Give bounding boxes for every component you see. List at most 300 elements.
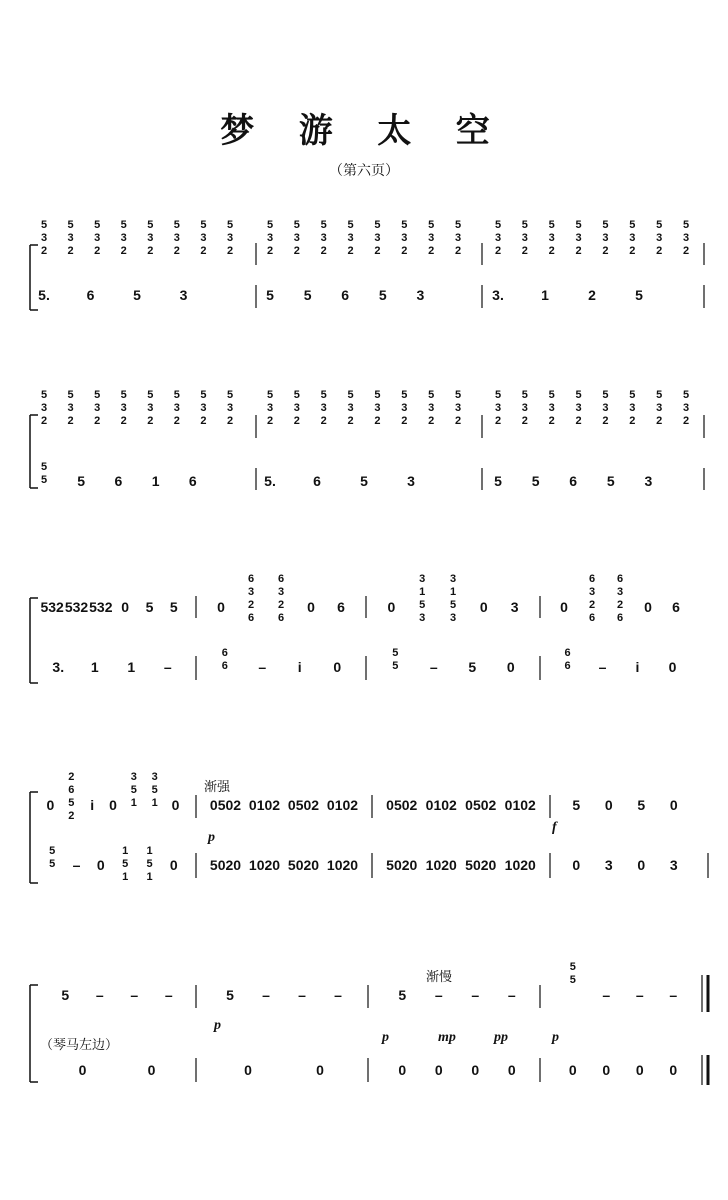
- chord-stack: 3: [428, 402, 435, 414]
- upper-note: 5: [569, 974, 576, 986]
- chord-stack: 5: [293, 219, 300, 231]
- upper-note: 3: [588, 586, 596, 598]
- upper-note: 0: [479, 599, 488, 615]
- upper-note: 0: [121, 599, 130, 615]
- bracket-system-1: [30, 245, 38, 310]
- chord-stack: 2: [147, 245, 154, 257]
- chord-stack: 2: [226, 245, 234, 257]
- bracket-system-3: [30, 598, 38, 683]
- chord-stack: 2: [575, 245, 582, 257]
- lower-note: 1: [90, 659, 99, 675]
- chord-stack: 3: [173, 232, 180, 244]
- chord-stack: 5: [320, 389, 327, 401]
- notation-layer: [38, 219, 689, 1078]
- chord-stack: 3: [266, 232, 274, 244]
- upper-note: 5: [130, 784, 137, 796]
- chord-stack: 5: [67, 219, 74, 231]
- chord-stack: 2: [521, 415, 528, 427]
- upper-note: –: [130, 987, 139, 1003]
- lower-note: 0: [669, 1062, 678, 1078]
- chord-stack: 3: [521, 402, 528, 414]
- upper-note: 3: [151, 771, 158, 783]
- upper-note: 6: [247, 612, 255, 624]
- chord-stack: 3: [602, 232, 609, 244]
- chord-stack: 3: [67, 232, 74, 244]
- upper-note: 6: [616, 573, 624, 585]
- chord-stack: 2: [120, 245, 127, 257]
- upper-note: 5: [145, 599, 154, 615]
- lower-note: 0: [507, 1062, 516, 1078]
- upper-note: –: [95, 987, 104, 1003]
- upper-note: 2: [588, 599, 596, 611]
- chord-stack: 5: [494, 219, 502, 231]
- upper-note: 0502: [287, 797, 320, 813]
- lower-note: 5020: [209, 857, 242, 873]
- chord-stack: 2: [266, 415, 274, 427]
- melody-note: 5.: [264, 473, 276, 489]
- chord-stack: 5: [428, 389, 435, 401]
- chord-stack: 3: [293, 232, 300, 244]
- lower-note: –: [429, 659, 438, 675]
- chord-stack: 5: [347, 389, 354, 401]
- chord-stack: 2: [120, 415, 127, 427]
- chord-stack: 5: [629, 219, 636, 231]
- upper-note: 0502: [386, 797, 418, 813]
- lower-note: 5: [392, 660, 399, 672]
- chord-stack: 3: [147, 402, 154, 414]
- chord-stack: 2: [682, 415, 690, 427]
- lower-note: –: [258, 659, 267, 675]
- chord-stack: 3: [200, 232, 207, 244]
- chord-stack: 5: [548, 219, 555, 231]
- chord-stack: 3: [320, 402, 327, 414]
- dynamic-mp: mp: [438, 1030, 456, 1045]
- chord-stack: 3: [428, 232, 435, 244]
- upper-note: i: [90, 797, 95, 813]
- upper-note: 3: [419, 612, 426, 624]
- upper-note: 532: [64, 599, 89, 615]
- chord-stack: 5: [602, 389, 609, 401]
- lower-note: 1: [146, 845, 153, 857]
- lower-note: 0: [316, 1062, 324, 1078]
- melody-note: 5: [40, 474, 48, 486]
- lower-note: 5: [146, 858, 153, 870]
- chord-stack: 5: [67, 389, 74, 401]
- upper-note: 5: [68, 797, 75, 809]
- chord-stack: 5: [40, 219, 48, 231]
- chord-stack: 3: [401, 232, 408, 244]
- lower-note: 0: [568, 1062, 577, 1078]
- chord-stack: 2: [454, 245, 462, 257]
- melody-note: 6: [114, 473, 123, 489]
- chord-stack: 2: [347, 245, 354, 257]
- chord-stack: 3: [548, 402, 555, 414]
- upper-note: 6: [337, 599, 345, 615]
- chord-stack: 2: [173, 245, 180, 257]
- chord-stack: 5: [454, 389, 462, 401]
- chord-stack: 5: [575, 389, 582, 401]
- chord-stack: 2: [266, 245, 274, 257]
- chord-stack: 5: [266, 389, 274, 401]
- bridge-left-mark: （琴马左边）: [40, 1038, 119, 1053]
- upper-note: 6: [68, 784, 75, 796]
- upper-note: 3: [510, 599, 519, 615]
- chord-stack: 2: [40, 245, 48, 257]
- upper-note: 3: [449, 612, 457, 624]
- chord-stack: 2: [94, 415, 101, 427]
- chord-stack: 5: [656, 219, 663, 231]
- chord-stack: 2: [67, 245, 74, 257]
- melody-note: 5: [133, 287, 141, 303]
- upper-note: –: [507, 987, 516, 1003]
- melody-note: 5: [77, 473, 86, 489]
- lower-note: 1020: [326, 857, 359, 873]
- chord-stack: 3: [629, 402, 636, 414]
- lower-note: 6: [564, 660, 571, 672]
- lower-note: 0: [637, 857, 646, 873]
- upper-note: 0: [217, 599, 225, 615]
- fade-mark: 渐慢: [426, 970, 453, 985]
- chord-stack: 3: [94, 232, 101, 244]
- chord-stack: 2: [226, 415, 234, 427]
- dynamic-p-2: p: [214, 1018, 221, 1033]
- melody-note: 5: [635, 287, 643, 303]
- lower-note: 5: [49, 858, 56, 870]
- bracket-system-2: [30, 415, 38, 488]
- melody-note: 2: [588, 287, 596, 303]
- lower-note: 0: [668, 659, 677, 675]
- upper-note: 2: [616, 599, 624, 611]
- chord-stack: 5: [401, 389, 408, 401]
- chord-stack: 5: [521, 219, 528, 231]
- upper-note: 6: [277, 573, 285, 585]
- chord-stack: 2: [602, 415, 609, 427]
- chord-stack: 2: [521, 245, 528, 257]
- crescendo-mark: 渐强: [204, 780, 231, 795]
- upper-note: 2: [247, 599, 255, 611]
- upper-note: 6: [588, 573, 596, 585]
- melody-note: 3: [179, 287, 188, 303]
- lower-note: –: [163, 659, 172, 675]
- melody-note: 5: [531, 473, 540, 489]
- chord-stack: 3: [120, 232, 127, 244]
- chord-stack: 5: [401, 219, 408, 231]
- barlines: [196, 243, 708, 1085]
- lower-note: 1020: [504, 857, 536, 873]
- lower-note: 1: [127, 659, 136, 675]
- chord-stack: 3: [494, 402, 502, 414]
- melody-note: 5.: [38, 287, 50, 303]
- lower-note: 0: [244, 1062, 252, 1078]
- upper-note: 2: [68, 771, 75, 783]
- chord-stack: 2: [575, 415, 582, 427]
- chord-stack: 2: [428, 245, 435, 257]
- lower-note: 3: [604, 857, 613, 873]
- chord-stack: 5: [374, 219, 381, 231]
- upper-note: 532: [40, 599, 64, 615]
- upper-note: –: [669, 987, 678, 1003]
- melody-note: 5: [606, 473, 615, 489]
- lower-note: 5020: [386, 857, 418, 873]
- chord-stack: 3: [173, 402, 180, 414]
- upper-note: 5: [569, 961, 576, 973]
- lower-note: 1: [122, 871, 129, 883]
- chord-stack: 5: [40, 389, 48, 401]
- chord-stack: 5: [173, 389, 180, 401]
- chord-stack: 3: [548, 232, 555, 244]
- upper-note: 6: [616, 612, 624, 624]
- upper-note: 0: [604, 797, 613, 813]
- upper-note: 1: [449, 586, 457, 598]
- melody-note: 6: [341, 287, 350, 303]
- upper-note: 3: [616, 586, 624, 598]
- upper-note: 0102: [326, 797, 359, 813]
- chord-stack: 2: [656, 245, 663, 257]
- upper-note: –: [164, 987, 173, 1003]
- lower-note: 5: [49, 845, 56, 857]
- chord-stack: 3: [226, 402, 234, 414]
- upper-note: 0: [644, 599, 652, 615]
- dynamic-p-3: p: [382, 1030, 389, 1045]
- chord-stack: 3: [374, 402, 381, 414]
- lower-note: 1: [146, 871, 153, 883]
- chord-stack: 2: [320, 415, 327, 427]
- chord-stack: 2: [67, 415, 74, 427]
- lower-note: 5: [122, 858, 129, 870]
- chord-stack: 5: [293, 389, 300, 401]
- chord-stack: 3: [200, 402, 207, 414]
- lower-note: 0: [169, 857, 178, 873]
- lower-note: 0: [96, 857, 105, 873]
- lower-note: 5020: [287, 857, 320, 873]
- upper-note: 6: [277, 612, 285, 624]
- chord-stack: 5: [200, 219, 207, 231]
- page-subtitle: （第六页）: [329, 164, 399, 179]
- melody-note: 5: [360, 473, 368, 489]
- chord-stack: 2: [374, 245, 381, 257]
- chord-stack: 3: [454, 402, 462, 414]
- upper-note: 5: [226, 987, 234, 1003]
- upper-note: 5: [419, 599, 426, 611]
- chord-stack: 2: [629, 245, 636, 257]
- chord-stack: 5: [173, 219, 180, 231]
- chord-stack: 2: [656, 415, 663, 427]
- chord-stack: 2: [293, 415, 300, 427]
- chord-stack: 2: [173, 415, 180, 427]
- chord-stack: 3: [320, 232, 327, 244]
- chord-stack: 3: [656, 402, 663, 414]
- chord-stack: 2: [629, 415, 636, 427]
- chord-stack: 3: [454, 232, 462, 244]
- upper-note: 5: [61, 987, 70, 1003]
- chord-stack: 3: [40, 232, 48, 244]
- upper-note: 532: [89, 599, 113, 615]
- lower-note: 0: [602, 1062, 611, 1078]
- lower-note: 5020: [465, 857, 497, 873]
- upper-note: 0: [109, 797, 117, 813]
- upper-note: 5: [637, 797, 646, 813]
- melody-note: 5: [303, 287, 312, 303]
- upper-note: 2: [277, 599, 285, 611]
- chord-stack: 3: [347, 232, 354, 244]
- upper-note: –: [471, 987, 480, 1003]
- lower-note: 3.: [52, 659, 65, 675]
- chord-stack: 5: [120, 389, 127, 401]
- melody-note: 3: [416, 287, 425, 303]
- lower-note: 5: [468, 659, 477, 675]
- chord-stack: 3: [656, 232, 663, 244]
- upper-note: 2: [68, 810, 75, 822]
- dynamic-f: f: [552, 820, 557, 835]
- lower-note: –: [72, 857, 81, 873]
- chord-stack: 5: [602, 219, 609, 231]
- chord-stack: 2: [200, 415, 207, 427]
- chord-stack: 5: [656, 389, 663, 401]
- melody-note: 6: [313, 473, 321, 489]
- upper-note: 3: [277, 586, 285, 598]
- upper-note: 0102: [248, 797, 281, 813]
- lower-note: 6: [221, 647, 228, 659]
- chord-stack: 2: [428, 415, 435, 427]
- upper-note: –: [262, 987, 270, 1003]
- upper-note: 0102: [425, 797, 457, 813]
- upper-note: 0502: [209, 797, 242, 813]
- upper-note: 0: [560, 599, 568, 615]
- upper-note: 1: [419, 586, 426, 598]
- chord-stack: 5: [120, 219, 127, 231]
- chord-stack: 2: [401, 245, 408, 257]
- chord-stack: 3: [147, 232, 154, 244]
- chord-stack: 2: [293, 245, 300, 257]
- upper-note: 1: [151, 797, 158, 809]
- lower-note: 1: [122, 845, 129, 857]
- upper-note: 3: [449, 573, 457, 585]
- upper-note: 5: [449, 599, 457, 611]
- chord-stack: 3: [374, 232, 381, 244]
- chord-stack: 2: [401, 415, 408, 427]
- lower-note: 6: [564, 647, 571, 659]
- chord-stack: 3: [602, 402, 609, 414]
- chord-stack: 2: [200, 245, 207, 257]
- melody-note: 3: [407, 473, 415, 489]
- chord-stack: 3: [293, 402, 300, 414]
- chord-stack: 3: [347, 402, 354, 414]
- upper-note: –: [635, 987, 644, 1003]
- chord-stack: 2: [682, 245, 690, 257]
- upper-note: –: [434, 987, 443, 1003]
- chord-stack: 2: [494, 245, 502, 257]
- melody-note: 1: [541, 287, 549, 303]
- chord-stack: 5: [682, 389, 690, 401]
- melody-note: 3: [644, 473, 653, 489]
- upper-note: 0502: [465, 797, 497, 813]
- chord-stack: 3: [521, 232, 528, 244]
- chord-stack: 5: [548, 389, 555, 401]
- chord-stack: 5: [320, 219, 327, 231]
- melody-note: 5: [494, 473, 502, 489]
- chord-stack: 5: [454, 219, 462, 231]
- chord-stack: 3: [575, 402, 582, 414]
- chord-stack: 2: [374, 415, 381, 427]
- dynamic-p-4: p: [552, 1030, 559, 1045]
- bracket-system-4: [30, 792, 38, 883]
- upper-note: 3: [247, 586, 255, 598]
- upper-note: 6: [247, 573, 255, 585]
- upper-note: 0: [171, 797, 180, 813]
- melody-note: 6: [188, 473, 197, 489]
- upper-note: 5: [572, 797, 581, 813]
- chord-stack: 5: [494, 389, 502, 401]
- upper-note: 0: [46, 797, 55, 813]
- chord-stack: 3: [682, 232, 690, 244]
- chord-stack: 5: [266, 219, 274, 231]
- lower-note: 0: [147, 1062, 156, 1078]
- chord-stack: 3: [629, 232, 636, 244]
- dynamic-pp: pp: [494, 1030, 508, 1045]
- chord-stack: 2: [40, 415, 48, 427]
- melody-note: 6: [569, 473, 578, 489]
- melody-note: 6: [86, 287, 95, 303]
- chord-stack: 5: [226, 219, 234, 231]
- melody-note: 5: [40, 461, 48, 473]
- upper-note: –: [602, 987, 611, 1003]
- upper-note: 0: [307, 599, 315, 615]
- upper-note: 0102: [504, 797, 536, 813]
- lower-note: 0: [572, 857, 581, 873]
- lower-note: 0: [506, 659, 515, 675]
- chord-stack: 5: [200, 389, 207, 401]
- chord-stack: 3: [94, 402, 101, 414]
- upper-note: 3: [419, 573, 426, 585]
- lower-note: 3: [669, 857, 678, 873]
- chord-stack: 5: [147, 219, 154, 231]
- upper-note: –: [298, 987, 306, 1003]
- dynamic-p-1: p: [208, 830, 215, 845]
- lower-note: 0: [471, 1062, 480, 1078]
- chord-stack: 2: [548, 245, 555, 257]
- lower-note: 0: [398, 1062, 407, 1078]
- upper-note: 6: [672, 599, 680, 615]
- chord-stack: 3: [120, 402, 127, 414]
- lower-note: 0: [333, 659, 342, 675]
- upper-note: 6: [588, 612, 596, 624]
- upper-note: 1: [130, 797, 137, 809]
- chord-stack: 3: [67, 402, 74, 414]
- chord-stack: 3: [266, 402, 274, 414]
- lower-note: 0: [635, 1062, 644, 1078]
- upper-note: 5: [398, 987, 407, 1003]
- chord-stack: 2: [602, 245, 609, 257]
- upper-note: –: [334, 987, 342, 1003]
- page-title: 梦 游 太 空: [220, 113, 508, 150]
- chord-stack: 2: [454, 415, 462, 427]
- chord-stack: 3: [682, 402, 690, 414]
- melody-note: 5: [266, 287, 274, 303]
- upper-note: 5: [169, 599, 178, 615]
- chord-stack: 5: [682, 219, 690, 231]
- lower-note: 1020: [425, 857, 457, 873]
- lower-note: 0: [78, 1062, 87, 1078]
- melody-note: 1: [151, 473, 160, 489]
- lower-note: 5: [392, 647, 399, 659]
- chord-stack: 3: [494, 232, 502, 244]
- chord-stack: 5: [347, 219, 354, 231]
- upper-note: 0: [387, 599, 396, 615]
- chord-stack: 3: [575, 232, 582, 244]
- melody-note: 5: [378, 287, 387, 303]
- lower-note: 1020: [248, 857, 281, 873]
- system-brackets: [30, 245, 38, 1082]
